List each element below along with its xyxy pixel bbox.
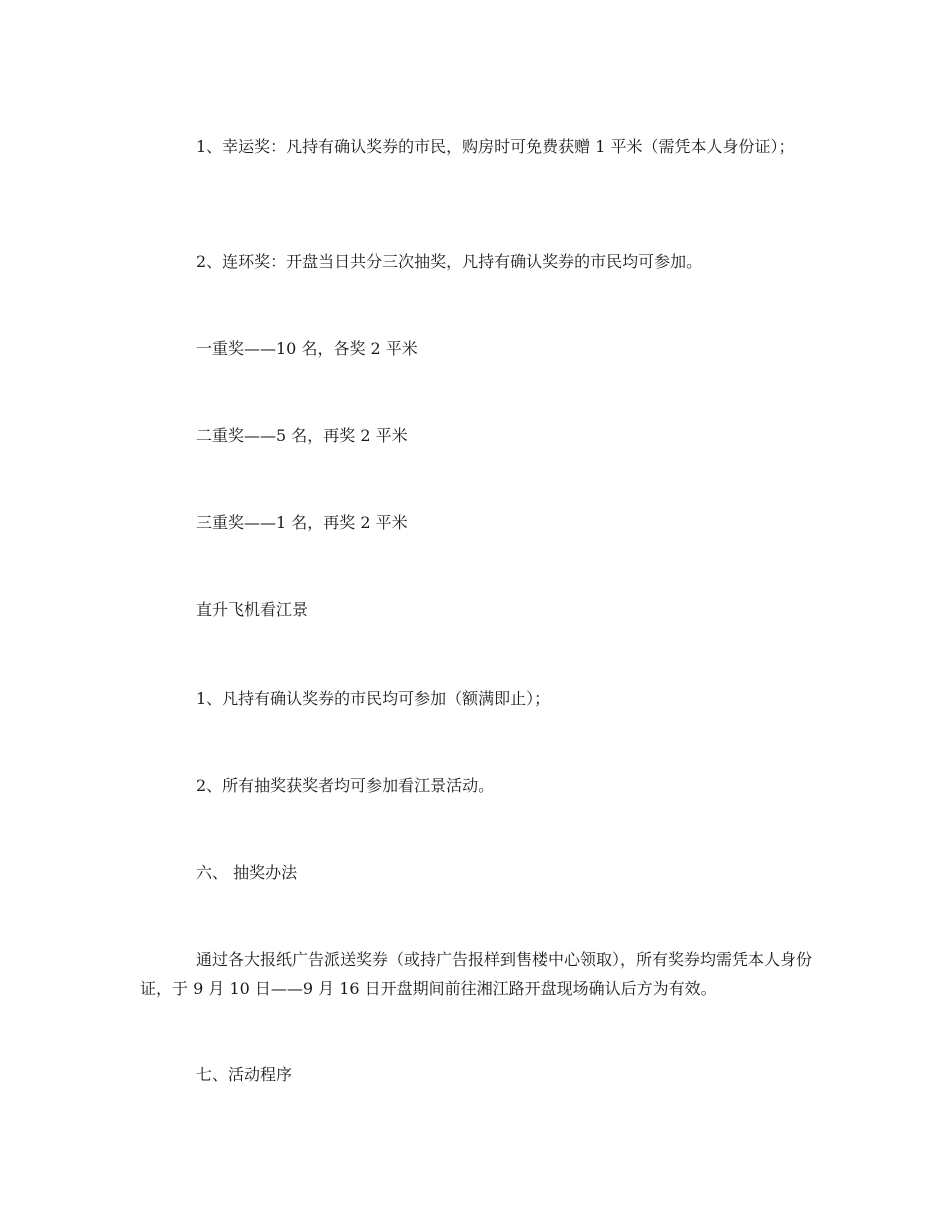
paragraph-helicopter-heading: 直升飞机看江景 [196,600,309,619]
paragraph-first-prize: 一重奖——10 名，各奖 2 平米 [196,339,418,358]
paragraph-lottery-method: 通过各大报纸广告派送奖券（或持广告报样到售楼中心领取），所有奖券均需凭本人身份证，于 9 月 10 日——9 月 16 日开盘期间前往湘江路开盘现场确认后方为有效。 [140,950,813,998]
paragraph-helicopter-rule-2: 2、所有抽奖获奖者均可参加看江景活动。 [196,776,495,795]
paragraph-helicopter-rule-1: 1、凡持有确认奖券的市民均可参加（额满即止）； [196,689,551,708]
paragraph-lucky-prize: 1、幸运奖：凡持有确认奖券的市民，购房时可免费获赠 1 平米（需凭本人身份证）； [196,137,795,156]
section-heading-lottery-method: 六、 抽奖办法 [196,863,298,882]
paragraph-second-prize: 二重奖——5 名，再奖 2 平米 [196,426,408,445]
paragraph-third-prize: 三重奖——1 名，再奖 2 平米 [196,513,408,532]
section-heading-activity-program: 七、活动程序 [196,1065,293,1084]
paragraph-chain-prize: 2、连环奖：开盘当日共分三次抽奖，凡持有确认奖券的市民均可参加。 [196,252,703,271]
